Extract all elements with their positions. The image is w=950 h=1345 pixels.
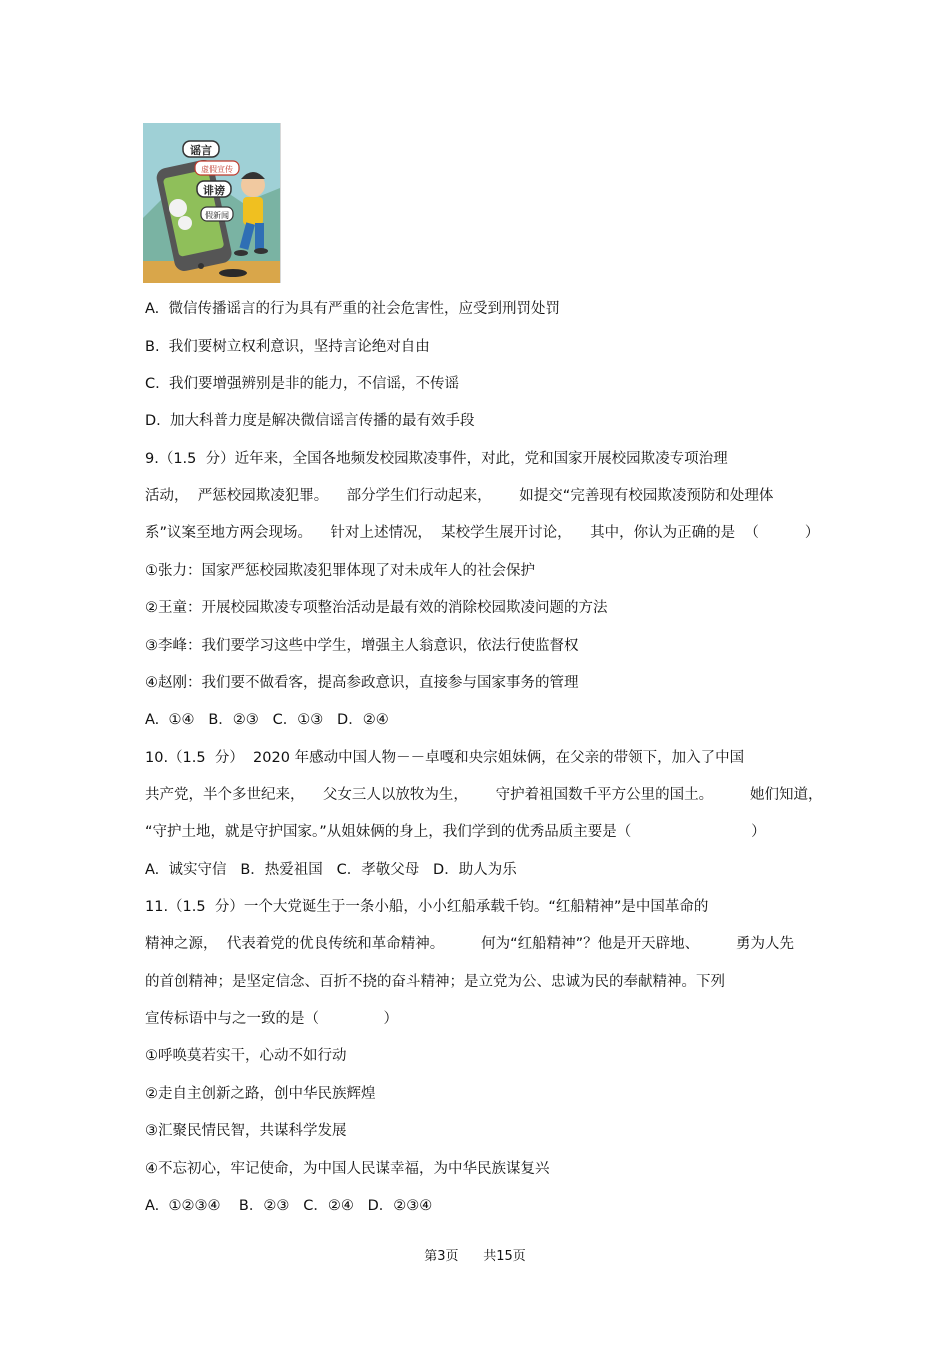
bubble-text: 诽谤 xyxy=(203,184,225,197)
q9-stem-line: 活动， 严惩校园欺凌犯罪。 部分学生们行动起来， 如提交“完善现有校园欺凌预防和处理体 xyxy=(145,488,774,504)
cartoon-phone-illustration xyxy=(143,123,280,283)
q8-option-d: D. 加大科普力度是解决微信谣言传播的最有效手段 xyxy=(145,413,475,429)
q9-stem-line: 9.（1.5 分）近年来，全国各地频发校园欺凌事件，对此，党和国家开展校园欺凌专项治理 xyxy=(145,451,728,467)
bubble-text: 谣言 xyxy=(190,144,212,157)
q11-stem-line: 的首创精神；是坚定信念、百折不挠的奋斗精神；是立党为公、忠诚为民的奉献精神。下列 xyxy=(145,974,725,990)
q11-item: ①呼唤莫若实干，心动不如行动 xyxy=(145,1048,347,1064)
rumor-cartoon-figure xyxy=(143,123,281,283)
q10-stem-line: 共产党，半个多世纪来， 父女三人以放牧为生， 守护着祖国数千平方公里的国土。 她们知道， xyxy=(145,787,823,803)
q8-option-b: B. 我们要树立权利意识，坚持言论绝对自由 xyxy=(145,339,430,355)
q11-stem-line: 宣传标语中与之一致的是（ ） xyxy=(145,1011,399,1027)
bubble-text: 假新闻 xyxy=(205,211,229,220)
bubble-text: 虚假宣传 xyxy=(201,165,233,174)
q9-item: ③李峰：我们要学习这些中学生，增强主人翁意识，依法行使监督权 xyxy=(145,638,579,654)
page-footer: 第3页 共15页 xyxy=(424,1249,526,1264)
q9-item: ②王童：开展校园欺凌专项整治活动是最有效的消除校园欺凌问题的方法 xyxy=(145,600,608,616)
q11-options: A. ①②③④ B．②③ C．②④ D．②③④ xyxy=(145,1198,433,1214)
q11-stem-line: 11.（1.5 分）一个大党诞生于一条小船，小小红船承载千钧。“红船精神”是中国革命的 xyxy=(145,899,709,915)
q10-options: A. 诚实守信 B．热爱祖国 C．孝敬父母 D．助人为乐 xyxy=(145,862,517,878)
q10-stem-line: “守护土地，就是守护国家。”从姐妹俩的身上，我们学到的优秀品质主要是（ ） xyxy=(145,824,766,840)
q9-item: ④赵刚：我们要不做看客，提高参政意识，直接参与国家事务的管理 xyxy=(145,675,579,691)
q11-item: ③汇聚民情民智，共谋科学发展 xyxy=(145,1123,347,1139)
q10-stem-line: 10.（1.5 分） 2020 年感动中国人物－－卓嘎和央宗姐妹俩，在父亲的带领下，加入了中国 xyxy=(145,750,745,766)
q8-option-a: A. 微信传播谣言的行为具有严重的社会危害性，应受到刑罚处罚 xyxy=(145,301,560,317)
q9-item: ①张力：国家严惩校园欺凌犯罪体现了对未成年人的社会保护 xyxy=(145,563,535,579)
q9-options: A. ①④ B．②③ C．①③ D．②④ xyxy=(145,712,389,728)
q11-item: ②走自主创新之路，创中华民族辉煌 xyxy=(145,1086,376,1102)
q11-item: ④不忘初心，牢记使命，为中国人民谋幸福，为中华民族谋复兴 xyxy=(145,1161,550,1177)
q11-stem-line: 精神之源， 代表着党的优良传统和革命精神。 何为“红船精神”？他是开天辟地、 勇为人先 xyxy=(145,936,794,952)
q8-option-c: C. 我们要增强辨别是非的能力，不信谣，不传谣 xyxy=(145,376,459,392)
q9-stem-line: 系”议案至地方两会现场。 针对上述情况， 某校学生展开讨论， 其中，你认为正确的是 （ ） xyxy=(145,525,820,541)
